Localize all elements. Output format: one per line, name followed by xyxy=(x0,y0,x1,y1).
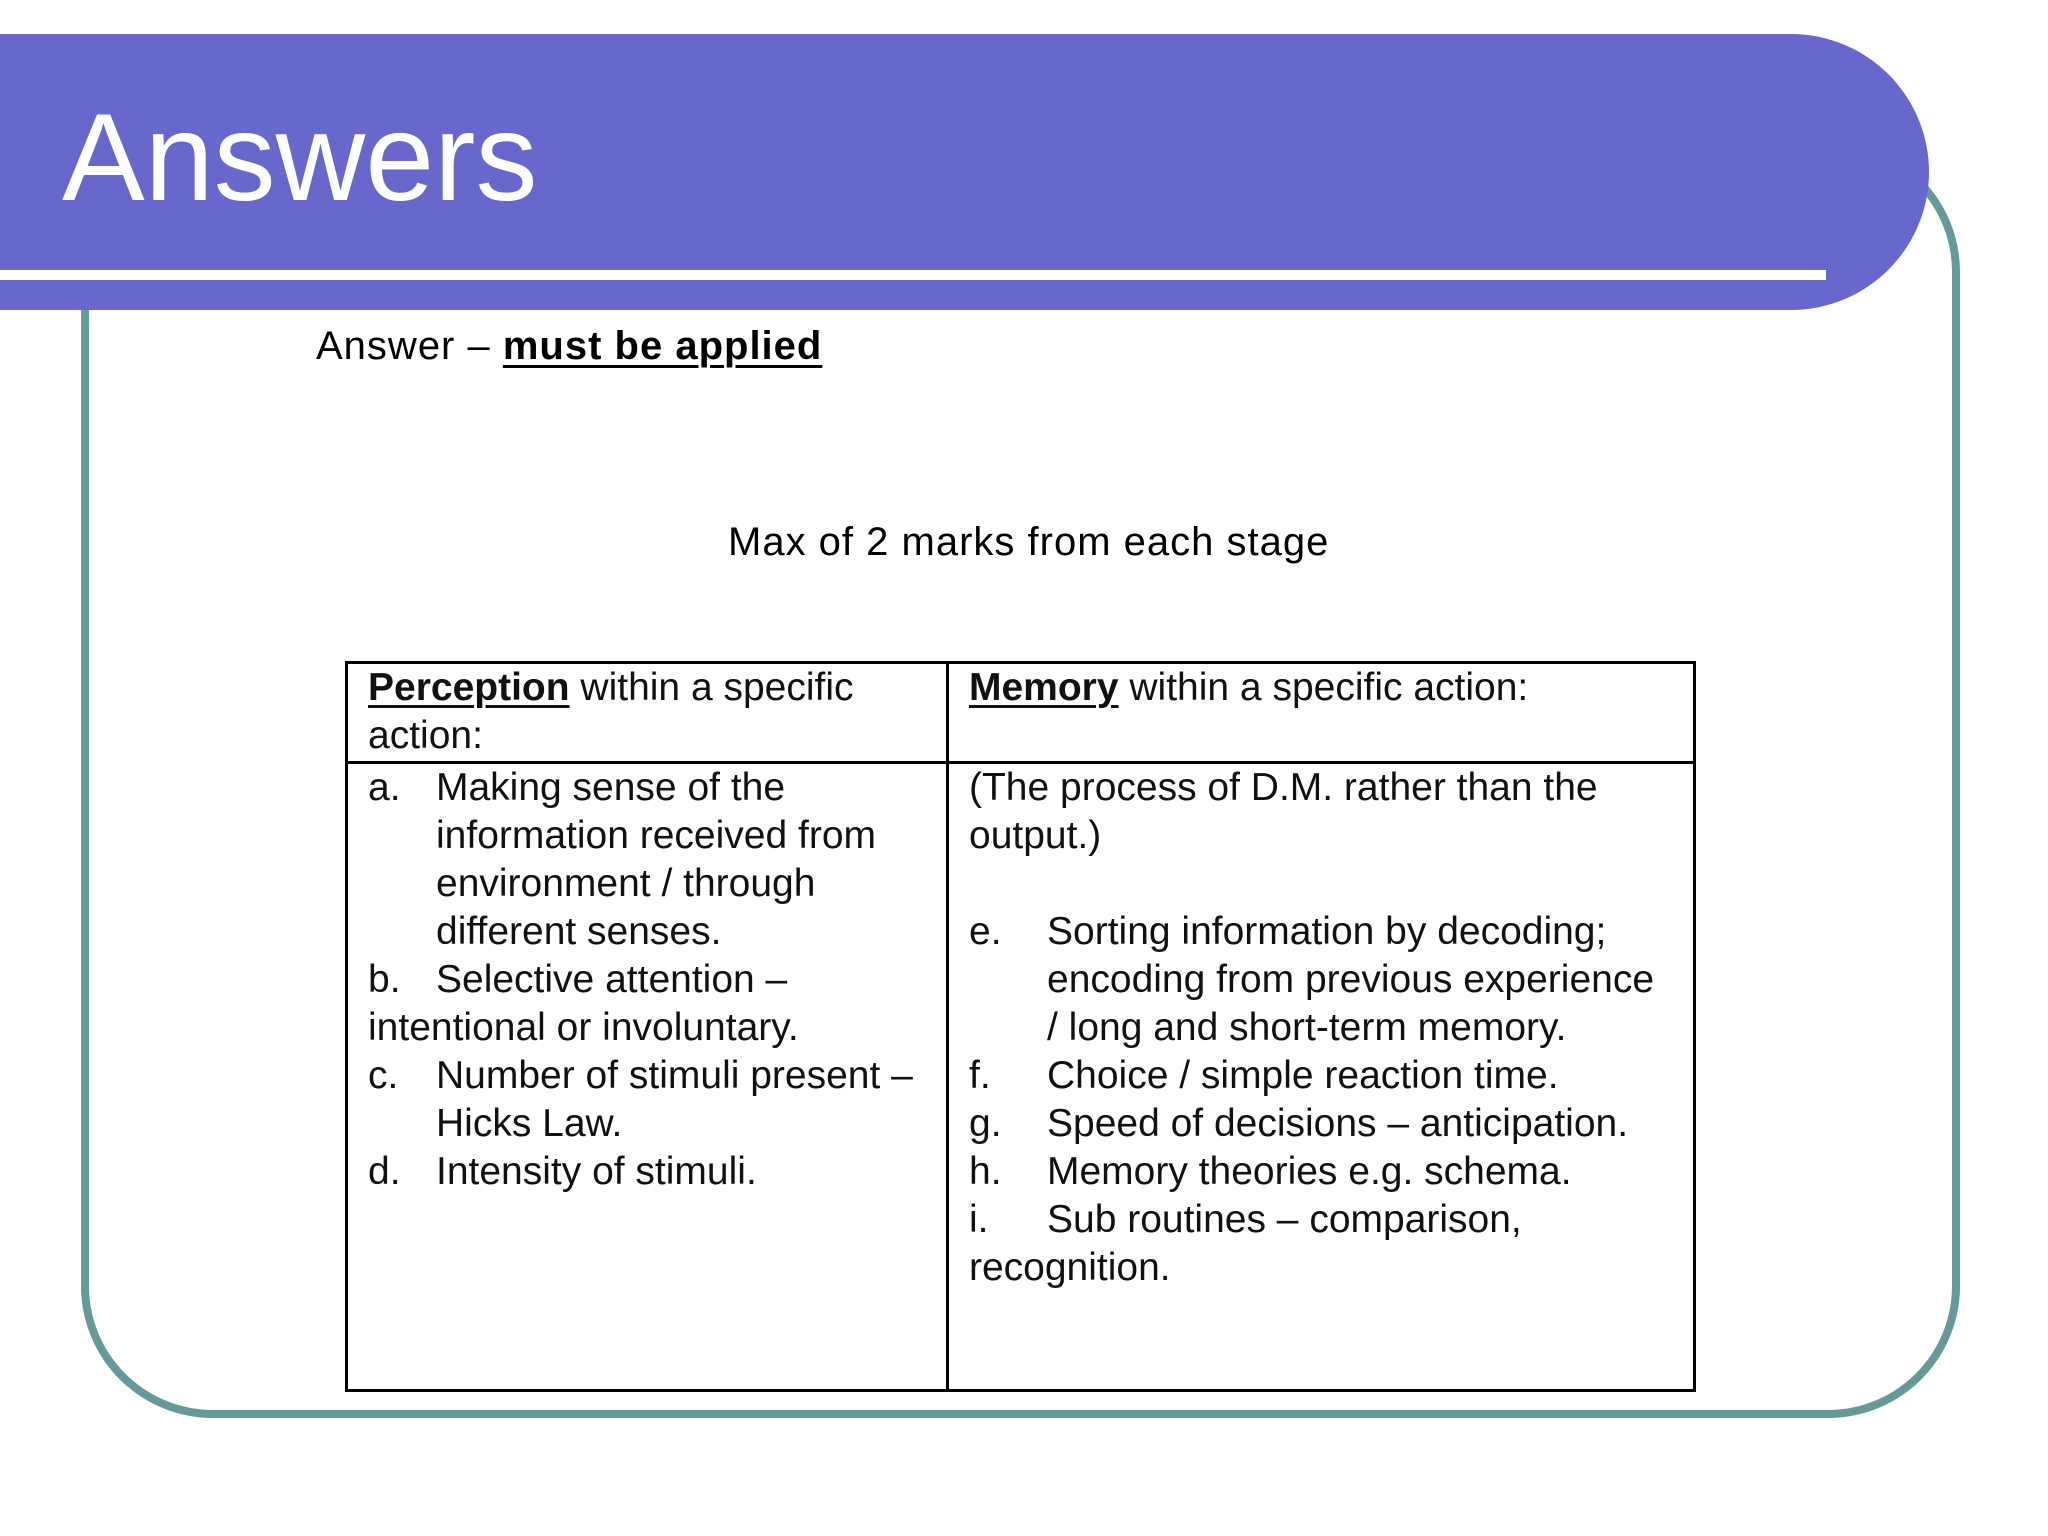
item-marker: b. xyxy=(368,958,401,1001)
list-item xyxy=(969,908,1673,1052)
item-text: Intensity of stimuli. xyxy=(436,1150,757,1193)
memory-heading-key: Memory xyxy=(969,666,1119,709)
memory-intro: (The process of D.M. rather than the output.) xyxy=(969,766,1598,857)
item-text: Making sense of the information received from environment / through different senses. xyxy=(436,766,877,953)
item-marker: f. xyxy=(969,1054,991,1097)
list-item xyxy=(969,1148,1673,1196)
item-text: Number of stimuli present – Hicks Law. xyxy=(436,1054,913,1145)
list-item xyxy=(969,1196,1673,1244)
perception-header-cell xyxy=(347,663,948,763)
item-marker: h. xyxy=(969,1150,1002,1193)
item-continuation: recognition. xyxy=(969,1246,1171,1289)
item-text: Speed of decisions – anticipation. xyxy=(1047,1102,1629,1145)
answer-emphasis: must be applied xyxy=(502,324,823,368)
title-underline-rule xyxy=(0,270,1826,280)
item-marker: a. xyxy=(368,766,401,809)
answers-table xyxy=(345,661,1696,1392)
list-item xyxy=(969,1052,1673,1100)
list-item xyxy=(368,956,926,1004)
item-marker: c. xyxy=(368,1054,399,1097)
item-text: Selective attention – xyxy=(436,958,788,1001)
perception-heading-key: Perception xyxy=(368,666,570,709)
item-text: Sub routines – comparison, xyxy=(1047,1198,1522,1241)
item-text: Choice / simple reaction time. xyxy=(1047,1054,1559,1097)
item-text: Memory theories e.g. schema. xyxy=(1047,1150,1572,1193)
memory-heading-rest: within a specific action: xyxy=(1118,666,1529,709)
answer-instruction xyxy=(316,320,822,372)
answer-prefix: Answer – xyxy=(316,324,503,368)
slide-title: Answers xyxy=(62,89,538,227)
item-marker: d. xyxy=(368,1150,401,1193)
memory-header-cell xyxy=(948,663,1695,763)
item-marker: g. xyxy=(969,1102,1002,1145)
item-text: Sorting information by decoding; encoding from previous experience / long and short-term memory. xyxy=(1047,910,1655,1049)
table-header-row xyxy=(347,663,1695,763)
item-marker: i. xyxy=(969,1198,989,1241)
item-marker: e. xyxy=(969,910,1002,953)
list-item xyxy=(368,764,926,956)
perception-heading-rest: within a specific action: xyxy=(368,666,854,757)
max-marks-note: Max of 2 marks from each stage xyxy=(728,520,1330,564)
list-item xyxy=(969,1100,1673,1148)
table-body-row xyxy=(347,763,1695,1391)
memory-items-cell xyxy=(948,763,1695,1391)
list-item xyxy=(368,1148,926,1196)
perception-items-cell xyxy=(347,763,948,1391)
list-item xyxy=(368,1052,926,1148)
item-continuation: intentional or involuntary. xyxy=(368,1006,799,1049)
